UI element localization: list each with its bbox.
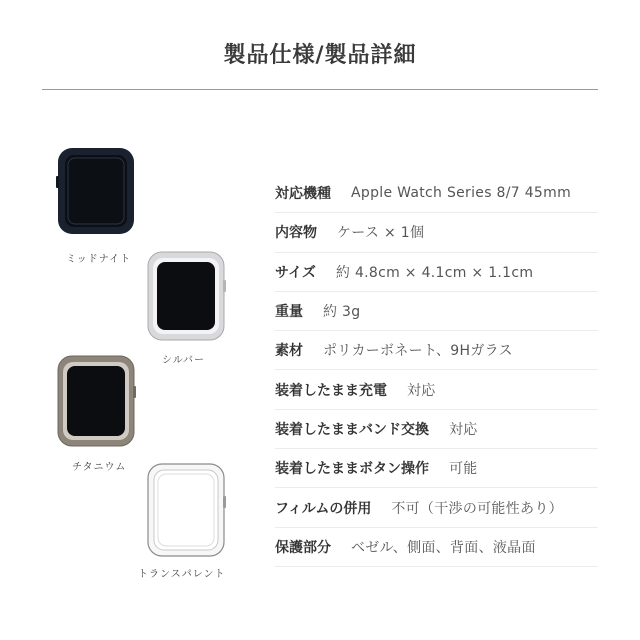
spec-value: ポリカーボネート、9Hガラス	[323, 343, 513, 360]
case-midnight-image	[54, 146, 138, 236]
spec-value: Apple Watch Series 8/7 45mm	[351, 185, 572, 202]
spec-label: 重量	[275, 304, 303, 321]
variant-label-titanium: チタニウム	[72, 462, 127, 473]
spec-table	[275, 174, 598, 567]
spec-value: 対応	[449, 421, 478, 438]
spec-label: 装着したままボタン操作	[275, 461, 429, 478]
spec-value: ケース × 1個	[337, 225, 425, 242]
spec-row-weight	[275, 292, 598, 331]
case-transparent-image	[144, 462, 228, 558]
spec-label: 装着したままバンド交換	[275, 421, 429, 438]
spec-label: 内容物	[275, 225, 317, 242]
spec-value: 不可（干渉の可能性あり）	[391, 500, 563, 517]
spec-value: 可能	[449, 461, 478, 478]
spec-label: 対応機種	[275, 186, 331, 203]
case-titanium-image	[54, 354, 138, 448]
variant-label-midnight: ミッドナイト	[66, 254, 132, 265]
spec-row-material	[275, 331, 598, 370]
spec-row-protected-parts	[275, 528, 598, 567]
spec-row-button-operation	[275, 449, 598, 488]
title-divider	[42, 89, 598, 90]
variant-label-silver: シルバー	[162, 355, 206, 366]
case-silver-image	[144, 250, 228, 342]
spec-value: ベゼル、側面、背面、液晶面	[351, 539, 536, 556]
spec-row-size	[275, 253, 598, 292]
spec-label: サイズ	[275, 264, 316, 281]
spec-value: 約 3g	[323, 304, 361, 321]
spec-row-contents	[275, 213, 598, 252]
spec-label: 装着したまま充電	[275, 382, 387, 399]
spec-label: フィルムの併用	[275, 500, 372, 517]
page-title: 製品仕様/製品詳細	[223, 43, 417, 68]
spec-label: 素材	[275, 343, 303, 360]
spec-label: 保護部分	[275, 539, 331, 556]
spec-row-film-compat	[275, 488, 598, 527]
spec-row-band-swap	[275, 410, 598, 449]
spec-value: 対応	[407, 382, 436, 399]
spec-row-charging	[275, 370, 598, 409]
spec-row-compatible-model	[275, 174, 598, 213]
spec-value: 約 4.8cm × 4.1cm × 1.1cm	[335, 264, 534, 281]
variant-label-transparent: トランスパレント	[138, 569, 226, 580]
